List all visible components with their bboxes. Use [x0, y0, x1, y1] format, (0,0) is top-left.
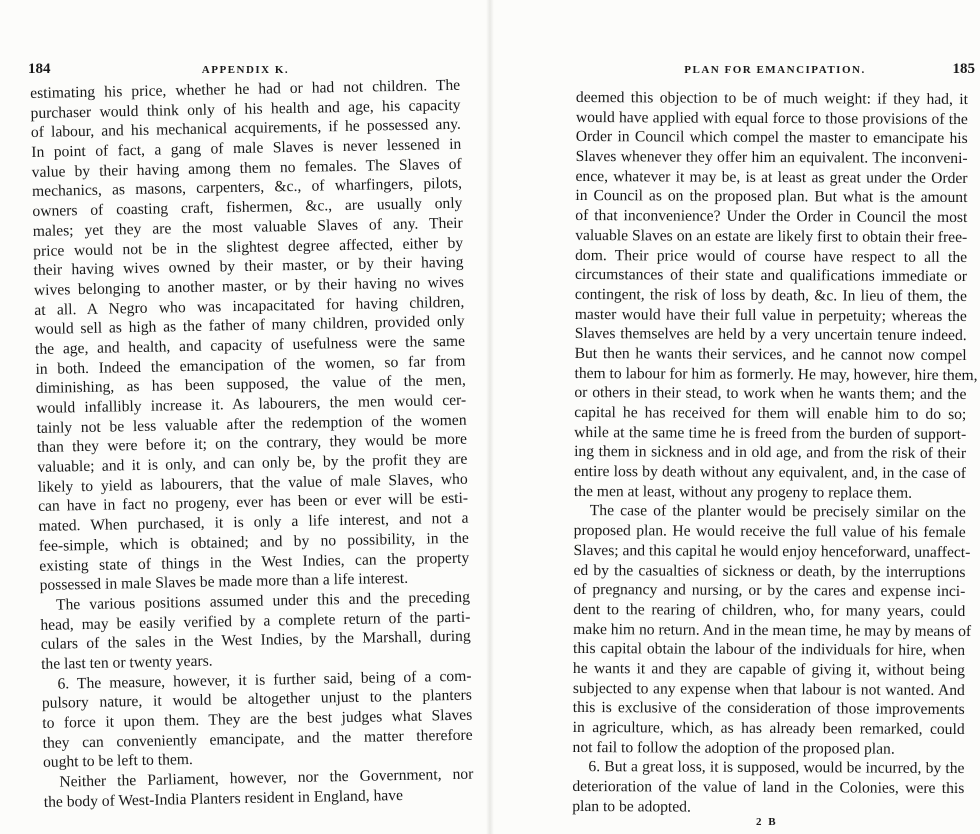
text-line: ought to be left to them.: [42, 751, 194, 772]
text-line: But then he wants their services, and he cannot now compel: [574, 344, 967, 364]
text-line: at all. A Negro who was incapacitated for having children,: [34, 293, 465, 319]
text-line: 6. But a great loss, it is supposed, would be incurred, by the: [588, 758, 965, 778]
text-line: deterioration of the value of land in the Colonies, were this: [572, 778, 965, 798]
text-line: can have in fact no progeny, ever has been or ever will be esti-: [37, 490, 469, 516]
text-line: valuable; and it is only, and can only be, by the profit they are: [37, 450, 468, 476]
text-line: mechanics, as masons, carpenters, &c., of wharfingers, pilots,: [31, 175, 463, 201]
right-body-text: [572, 88, 978, 818]
text-line: to force it upon them. They are the best judges what Slaves: [42, 706, 473, 732]
left-page-number: 184: [28, 61, 51, 77]
text-line: The various positions assumed under this and the preceding: [55, 588, 471, 614]
text-line: of that inconvenience? Under the Order in Council the most: [575, 207, 968, 227]
text-line: Slaves whenever they offer him an equivalent. The inconveni-: [575, 148, 968, 168]
text-line: likely to yield as labourers, that the value of male Slaves, who: [37, 470, 468, 496]
text-line: ing them in sickness and in old age, and from the risk of their: [574, 443, 967, 463]
text-line: contingent, the risk of loss by death, &c. In lieu of them, the: [574, 285, 967, 305]
left-running-title: APPENDIX K.: [201, 64, 290, 76]
signature-mark: 2 B: [756, 816, 778, 828]
text-line: pulsory nature, it would be altogether unjust to the planters: [41, 686, 472, 713]
text-line: dent to the rearing of children, who, for many years, could: [573, 600, 966, 620]
text-line: in agriculture, which, as has already been remarked, could: [572, 718, 965, 739]
text-line: than they were before it; on the contrary, they would be more: [36, 431, 468, 457]
text-line: 6. The measure, however, it is further said, being of a com-: [57, 667, 472, 693]
text-line: ed by the casualties of sickness or death, by the interruptions: [573, 561, 966, 581]
text-line: circumstances of their state and qualifications immediate or: [574, 266, 968, 286]
text-line: the age, and health, and capacity of usefulness were the same: [34, 332, 466, 358]
text-line: in both. Indeed the emancipation of the women, so far from: [35, 352, 466, 378]
text-line: their having wives owned by their master, or by their having: [33, 253, 464, 280]
text-line: mated. When purchased, it is only a life interest, and not a: [38, 509, 469, 536]
text-line: ence, whatever it may be, is at least as great under the Order: [575, 167, 968, 187]
text-line: estimating his price, whether he had or had not children. The: [30, 76, 461, 102]
text-line: master would have their full value in perpetuity; whereas the: [574, 305, 967, 325]
text-line: culars of the sales in the West Indies, by the Marshall, during: [40, 627, 471, 654]
text-line: he wants it and they are capable of giving it, without being: [572, 659, 965, 679]
text-line: them to labour for him as formerly. He may, however, hire them,: [574, 364, 978, 384]
text-line: males; yet they are the most valuable Slaves of any. Their: [32, 214, 463, 240]
right-running-title: PLAN FOR EMANCIPATION.: [684, 64, 866, 76]
text-line: purchaser would think only of his health and age, his capacity: [30, 96, 461, 122]
text-line: dom. Their price would of course have respect to all the: [575, 246, 968, 266]
text-line: make him no return. And in the mean time, he may by means of: [573, 620, 972, 640]
text-line: the body of West-India Planters resident in England, have: [43, 786, 404, 811]
text-line: Slaves themselves are held by a very uncertain tenure indeed.: [574, 325, 967, 345]
text-line: possessed in male Slaves be made more than a life interest.: [39, 570, 409, 595]
text-line: fee-simple, which is obtained; and by no possibility, in the: [38, 529, 469, 555]
text-line: price would not be in the slightest degree affected, either by: [33, 234, 464, 260]
text-line: entire loss by death without any equivalent, and, in the case of: [573, 463, 967, 483]
right-running-head: [575, 61, 975, 84]
text-line: diminishing, as has been supposed, the value of the men,: [35, 372, 466, 398]
text-line: existing state of things in the West Indies, can the property: [39, 549, 470, 575]
text-line: while at the same time he is freed from the burden of support-: [574, 423, 967, 443]
text-line: Neither the Parliament, however, nor the Government, nor: [59, 765, 474, 791]
text-line: in Council as on the proposed plan. But what is the amount: [575, 187, 968, 207]
text-line: subjected to any expense when that labour is not wanted. And: [572, 679, 965, 699]
text-line: valuable Slaves on an estate are likely first to obtain their free-: [575, 226, 968, 246]
text-line: tainly not be less valuable after the redemption of the women: [36, 411, 467, 437]
text-line: of labour, and his mechanical acquirements, if he possessed any.: [30, 116, 462, 142]
left-body-text: [30, 76, 474, 813]
text-line: the men at least, without any progeny to replace them.: [573, 482, 913, 502]
text-line: deemed this objection to be of much weight: if they had, it: [575, 88, 968, 109]
text-line: owners of coasting craft, fishermen, &c., are usually only: [32, 194, 463, 221]
text-line: Slaves; and this capital he would enjoy henceforward, unaffect-: [573, 541, 971, 561]
text-line: The case of the planter would be precisely similar on the: [589, 502, 966, 522]
text-line: wives belonging to another master, or by their having no wives: [33, 273, 465, 299]
text-line: proposed plan. He would receive the full value of his female: [573, 522, 966, 542]
text-line: head, may be easily verified by a complete return of the parti-: [40, 608, 471, 634]
text-line: Order in Council which compel the master to emancipate his: [575, 128, 968, 148]
text-line: plan to be adopted.: [572, 797, 691, 816]
text-line: value by their having among them no females. The Slaves of: [31, 155, 462, 181]
text-line: this is exclusive of the consideration of those improvements: [572, 699, 965, 719]
text-line: the last ten or twenty years.: [40, 652, 213, 673]
text-line: In point of fact, a gang of male Slaves is never lessened in: [31, 135, 462, 162]
right-page-number: 185: [952, 61, 975, 77]
text-line: of pregnancy and nursing, or by the cares and expense inci-: [573, 581, 966, 601]
right-page: [490, 0, 980, 834]
text-line: this capital obtain the labour of the individuals for hire, when: [573, 640, 966, 660]
text-line: not fail to follow the adoption of the proposed plan.: [572, 738, 895, 758]
text-line: would have applied with equal force to those provisions of the: [575, 108, 968, 128]
text-line: or others in their stead, to work when he wants them; and the: [574, 384, 967, 404]
text-line: they can conveniently emancipate, and the matter therefore: [42, 726, 473, 752]
text-line: would sell as high as the father of many children, provided only: [34, 312, 465, 339]
text-line: capital he has received for them will enable him to do so;: [574, 403, 967, 424]
text-line: would infallibly increase it. As labourers, the men would cer-: [36, 391, 467, 417]
